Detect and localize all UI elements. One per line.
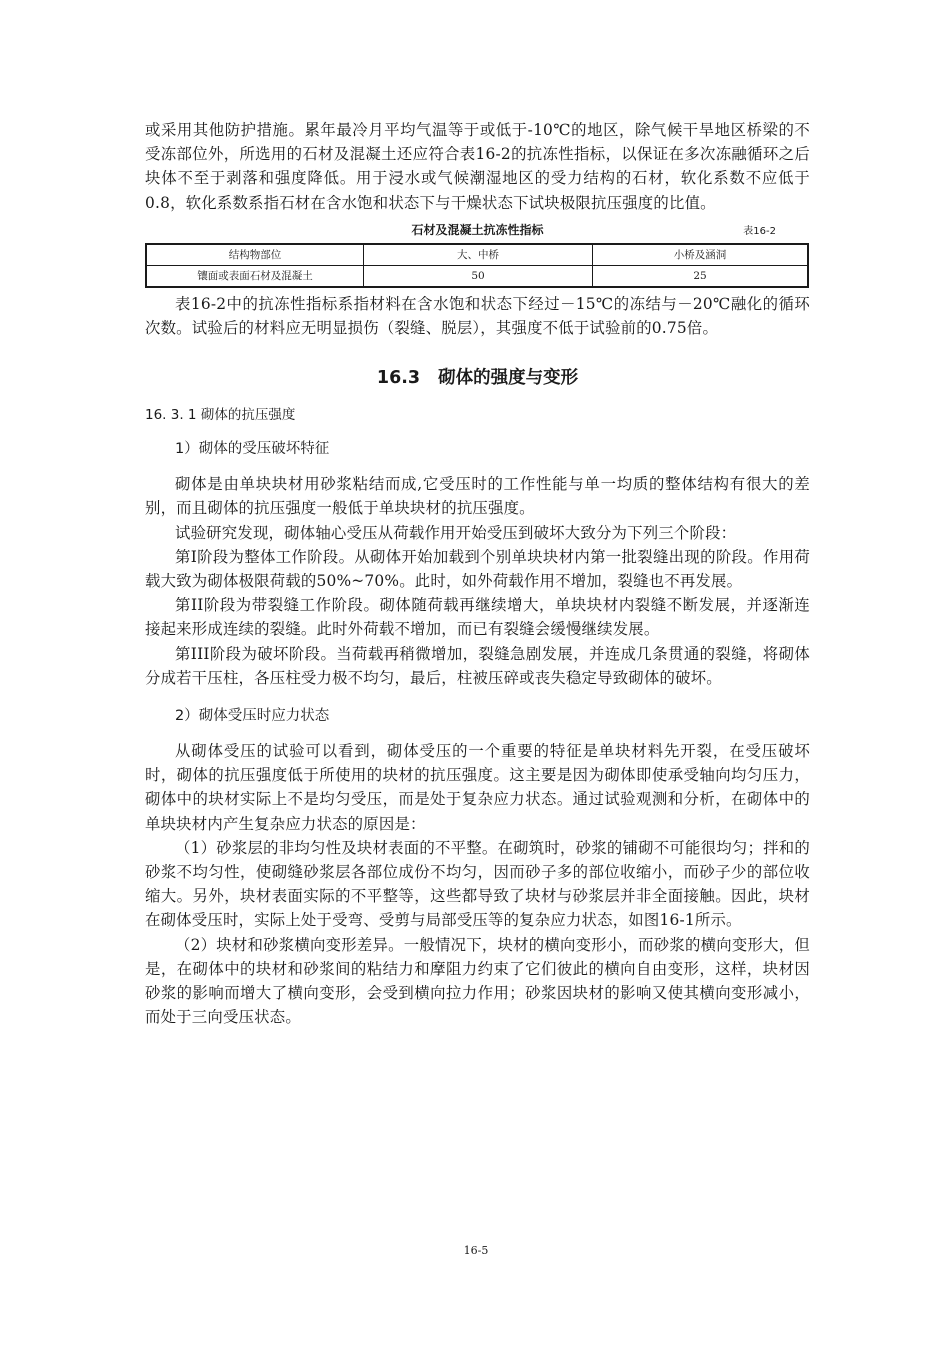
section-heading [145, 364, 810, 389]
part2-paragraph-2: （1）砂浆层的非均匀性及块材表面的不平整。在砌筑时，砂浆的铺砌不可能很均匀；拌和的砂浆不均匀性，使砌缝砂浆层各部位成份不均匀，因而砂子多的部位收缩小，而砂子少的部位收缩大。另外，块材表面实际的不平整等，这些都导致了块材与砂浆层并非全面接触。因此，块材在砌体受压时，实际上处于受弯、受剪与局部受压等的复杂应力状态，如图16-1所示。 [145, 838, 810, 930]
intro-paragraph: 或采用其他防护措施。累年最冷月平均气温等于或低于-10℃的地区，除气候干旱地区桥梁的不受冻部位外，所选用的石材及混凝土还应符合表16-2的抗冻性指标，以保证在多次冻融循环之后块体不至于剥落和强度降低。用于浸水或气候潮湿地区的受力结构的石材，软化系数不应低于0.8，软化系数系指石材在含水饱和状态下与干燥状态下试块极限抗压强度的比值。 [145, 121, 810, 212]
table-cell: 50 [364, 265, 593, 287]
part2-paragraph-3: （2）块材和砂浆横向变形差异。一般情况下，块材的横向变形小，而砂浆的横向变形大，但是，在砌体中的块材和砂浆间的粘结力和摩阻力约束了它们彼此的横向自由变形，这样，块材因砂浆的影响而增大了横向变形，会受到横向拉力作用；砂浆因块材的影响又使其横向变形减小，而处于三向受压状态。 [145, 935, 810, 1027]
part1-paragraph-2: 试验研究发现，砌体轴心受压从荷载作用开始受压到破坏大致分为下列三个阶段： [175, 523, 737, 542]
part1-heading: 1）砌体的受压破坏特征 [175, 441, 330, 458]
table-note-paragraph: 表16-2中的抗冻性指标系指材料在含水饱和状态下经过－15℃的冻结与－20℃融化的循环次数。试验后的材料应无明显损伤（裂缝、脱层），其强度不低于试验前的0.75倍。 [145, 294, 810, 338]
part2-heading: 2）砌体受压时应力状态 [175, 708, 330, 725]
table-cell: 镶面或表面石材及混凝土 [146, 265, 364, 287]
part1-paragraph-5: 第III阶段为破坏阶段。当荷载再稍微增加，裂缝急剧发展，并连成几条贯通的裂缝，将砌体分成若干压柱，各压柱受力极不均匀，最后，柱被压碎或丧失稳定导致砌体的破坏。 [145, 644, 810, 687]
part1-paragraph-1: 砌体是由单块块材用砂浆粘结而成,它受压时的工作性能与单一均质的整体结构有很大的差别，而且砌体的抗压强度一般低于单块块材的抗压强度。 [145, 475, 810, 518]
part2-paragraph-1: 从砌体受压的试验可以看到，砌体受压的一个重要的特征是单块材料先开裂，在受压破坏时，砌体的抗压强度低于所使用的块材的抗压强度。这主要是因为砌体即使承受轴向均匀压力，砌体中的块材实际上不是均匀受压，而是处于复杂应力状态。通过试验观测和分析，在砌体中的单块块材内产生复杂应力状态的原因是： [145, 742, 810, 833]
table-header-cell: 小桥及涵洞 [593, 244, 809, 266]
table-id: 表16-2 [743, 225, 776, 237]
frost-resistance-table [145, 243, 809, 288]
table-header-cell: 大、中桥 [364, 244, 593, 266]
table-header-row [146, 244, 808, 266]
table-cell: 25 [593, 265, 809, 287]
subsection-heading: 16. 3. 1 砌体的抗压强度 [145, 407, 296, 424]
part1-paragraph-4: 第II阶段为带裂缝工作阶段。砌体随荷载再继续增大，单块块材内裂缝不断发展，并逐渐连接起来形成连续的裂缝。此时外荷载不增加，而已有裂缝会缓慢继续发展。 [145, 596, 810, 639]
part1-paragraph-3: 第I阶段为整体工作阶段。从砌体开始加载到个别单块块材内第一批裂缝出现的阶段。作用荷载大致为砌体极限荷载的50%~70%。此时，如外荷载作用不增加，裂缝也不再发展。 [145, 547, 810, 591]
table-title: 石材及混凝土抗冻性指标 [411, 222, 544, 237]
table-row [146, 265, 808, 287]
section-number: 16.3 [376, 368, 421, 389]
table-caption [145, 219, 810, 239]
section-title: 砌体的强度与变形 [438, 368, 579, 389]
page-body [145, 118, 810, 1029]
page-number: 16-5 [463, 1244, 489, 1257]
table-header-cell: 结构物部位 [146, 244, 364, 266]
